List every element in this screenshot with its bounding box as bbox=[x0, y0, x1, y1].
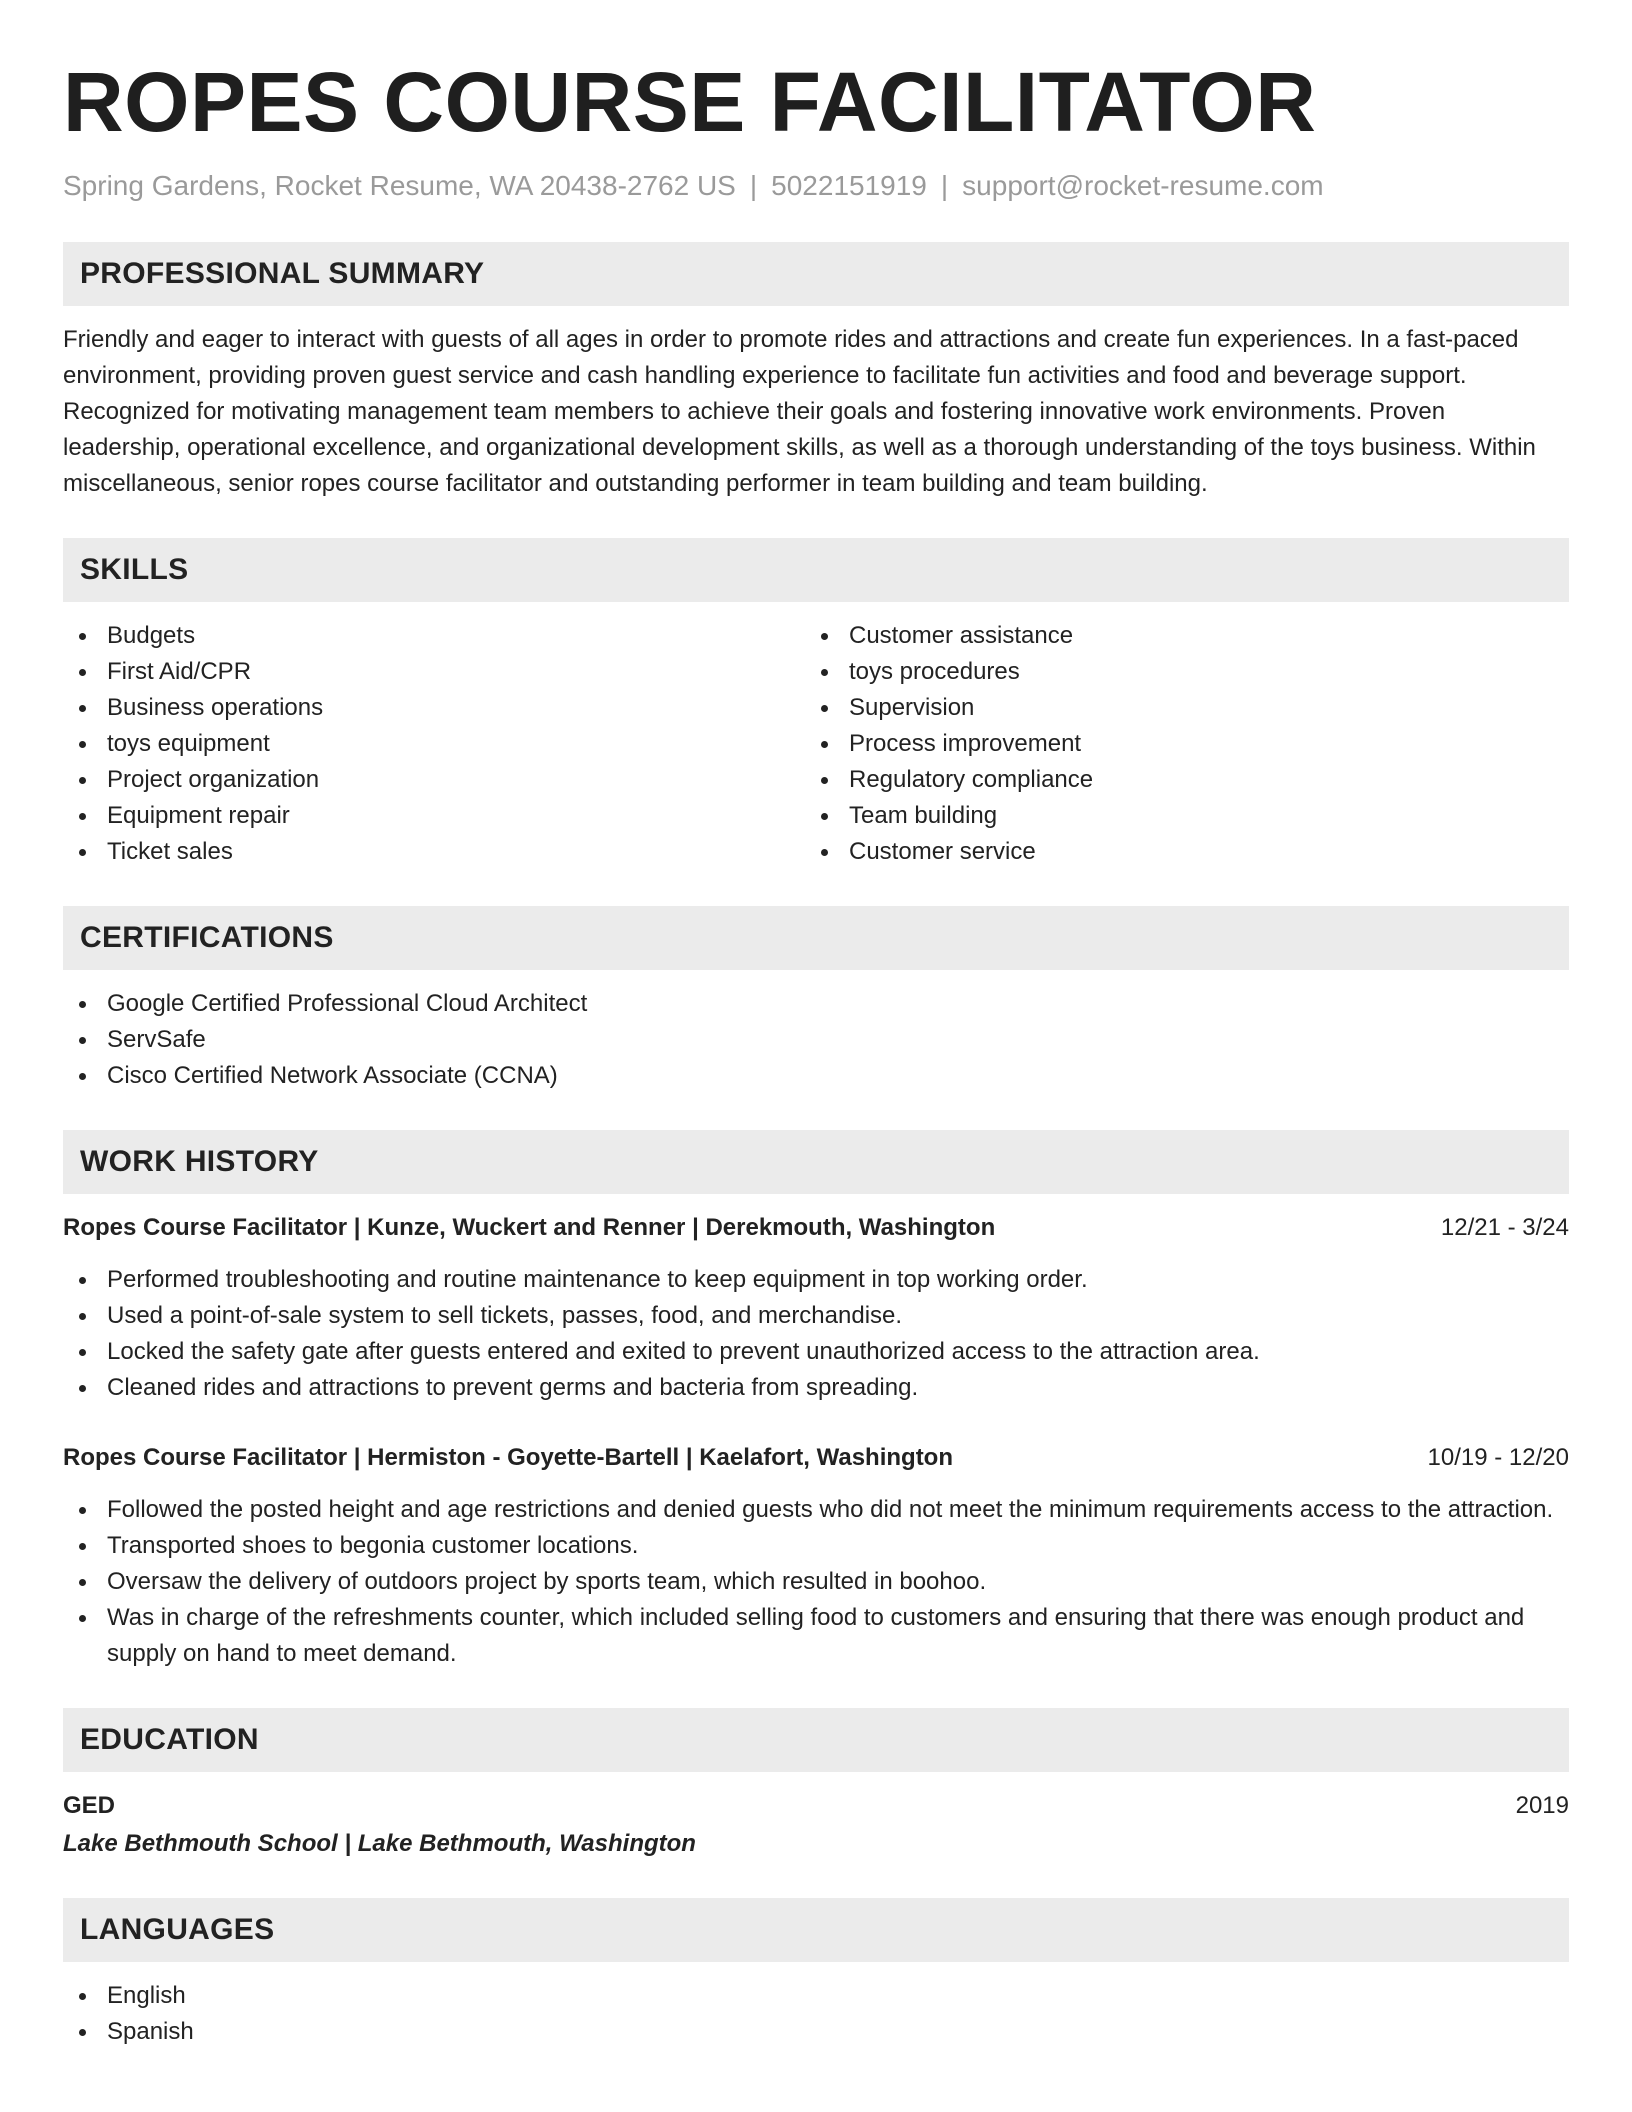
skill-item: First Aid/CPR bbox=[63, 654, 805, 690]
section-heading-summary: PROFESSIONAL SUMMARY bbox=[63, 242, 1569, 306]
job-bullet: Cleaned rides and attractions to prevent germs and bacteria from spreading. bbox=[63, 1370, 1569, 1406]
skill-item: Customer assistance bbox=[805, 618, 1547, 654]
summary-text: Friendly and eager to interact with guests of all ages in order to promote rides and attractions and create fun experiences. In a fast-paced environment, providing proven guest service and cash handling experience to facilitate fun activities and food and beverage support. Recognized for motivating management team members to achieve their goals and fostering innovative work environments. Proven leadership, operational excellence, and organizational development skills, as well as a thorough understanding of the toys business. Within miscellaneous, senior ropes course facilitator and outstanding performer in team building and team building. bbox=[63, 326, 1536, 497]
certification-item: Google Certified Professional Cloud Architect bbox=[63, 986, 1569, 1022]
skill-item: Process improvement bbox=[805, 726, 1547, 762]
contact-line bbox=[63, 166, 1569, 206]
certifications-list bbox=[63, 986, 1569, 1094]
section-heading-skills: SKILLS bbox=[63, 538, 1569, 602]
job-title: Ropes Course Facilitator | Kunze, Wuckert and Renner | Derekmouth, Washington bbox=[63, 1214, 996, 1241]
language-item: English bbox=[63, 1978, 1569, 2014]
skill-item: Team building bbox=[805, 798, 1547, 834]
skill-item: Equipment repair bbox=[63, 798, 805, 834]
education-degree: GED bbox=[63, 1792, 116, 1819]
language-item: Spanish bbox=[63, 2014, 1569, 2050]
skill-item: Business operations bbox=[63, 690, 805, 726]
job-bullet: Followed the posted height and age restrictions and denied guests who did not meet the minimum requirements access to the attraction. bbox=[63, 1492, 1569, 1528]
skill-item: Project organization bbox=[63, 762, 805, 798]
section-heading-education: EDUCATION bbox=[63, 1708, 1569, 1772]
skills-column-left bbox=[63, 618, 805, 870]
job-bullet: Oversaw the delivery of outdoors project by sports team, which resulted in boohoo. bbox=[63, 1564, 1569, 1600]
job-bullet: Performed troubleshooting and routine maintenance to keep equipment in top working order. bbox=[63, 1262, 1569, 1298]
job-bullets bbox=[63, 1492, 1569, 1672]
job-header bbox=[63, 1440, 1569, 1476]
skills-column-right bbox=[805, 618, 1547, 870]
education-school: Lake Bethmouth School | Lake Bethmouth, Washington bbox=[63, 1830, 696, 1857]
education-year: 2019 bbox=[1515, 1792, 1569, 1819]
skill-item: Customer service bbox=[805, 834, 1547, 870]
contact-phone: 5022151919 bbox=[771, 170, 927, 201]
job-dates: 10/19 - 12/20 bbox=[1427, 1444, 1569, 1471]
job-title: Ropes Course Facilitator | Hermiston - Goyette-Bartell | Kaelafort, Washington bbox=[63, 1444, 954, 1471]
education-header bbox=[63, 1788, 1569, 1824]
skill-item: Regulatory compliance bbox=[805, 762, 1547, 798]
contact-email: support@rocket-resume.com bbox=[962, 170, 1324, 201]
section-heading-work-history: WORK HISTORY bbox=[63, 1130, 1569, 1194]
job-bullet: Used a point-of-sale system to sell tickets, passes, food, and merchandise. bbox=[63, 1298, 1569, 1334]
skill-item: toys procedures bbox=[805, 654, 1547, 690]
languages-list bbox=[63, 1978, 1569, 2050]
job-entry bbox=[63, 1210, 1569, 1406]
skills-grid bbox=[63, 618, 1569, 870]
skill-item: toys equipment bbox=[63, 726, 805, 762]
skill-item: Supervision bbox=[805, 690, 1547, 726]
contact-address: Spring Gardens, Rocket Resume, WA 20438-2762 US bbox=[63, 170, 736, 201]
candidate-name: ROPES COURSE FACILITATOR bbox=[63, 55, 1317, 149]
job-bullet: Transported shoes to begonia customer locations. bbox=[63, 1528, 1569, 1564]
job-bullet: Was in charge of the refreshments counter, which included selling food to customers and ensuring that there was enough product and supply on hand to meet demand. bbox=[63, 1600, 1569, 1672]
section-heading-languages: LANGUAGES bbox=[63, 1898, 1569, 1962]
job-bullet: Locked the safety gate after guests entered and exited to prevent unauthorized access to the attraction area. bbox=[63, 1334, 1569, 1370]
skill-item: Ticket sales bbox=[63, 834, 805, 870]
contact-separator: | bbox=[749, 170, 758, 201]
job-header bbox=[63, 1210, 1569, 1246]
skill-item: Budgets bbox=[63, 618, 805, 654]
certification-item: ServSafe bbox=[63, 1022, 1569, 1058]
job-bullets bbox=[63, 1262, 1569, 1406]
certification-item: Cisco Certified Network Associate (CCNA) bbox=[63, 1058, 1569, 1094]
section-heading-certifications: CERTIFICATIONS bbox=[63, 906, 1569, 970]
job-entry bbox=[63, 1440, 1569, 1672]
contact-separator: | bbox=[940, 170, 949, 201]
job-dates: 12/21 - 3/24 bbox=[1440, 1214, 1569, 1241]
